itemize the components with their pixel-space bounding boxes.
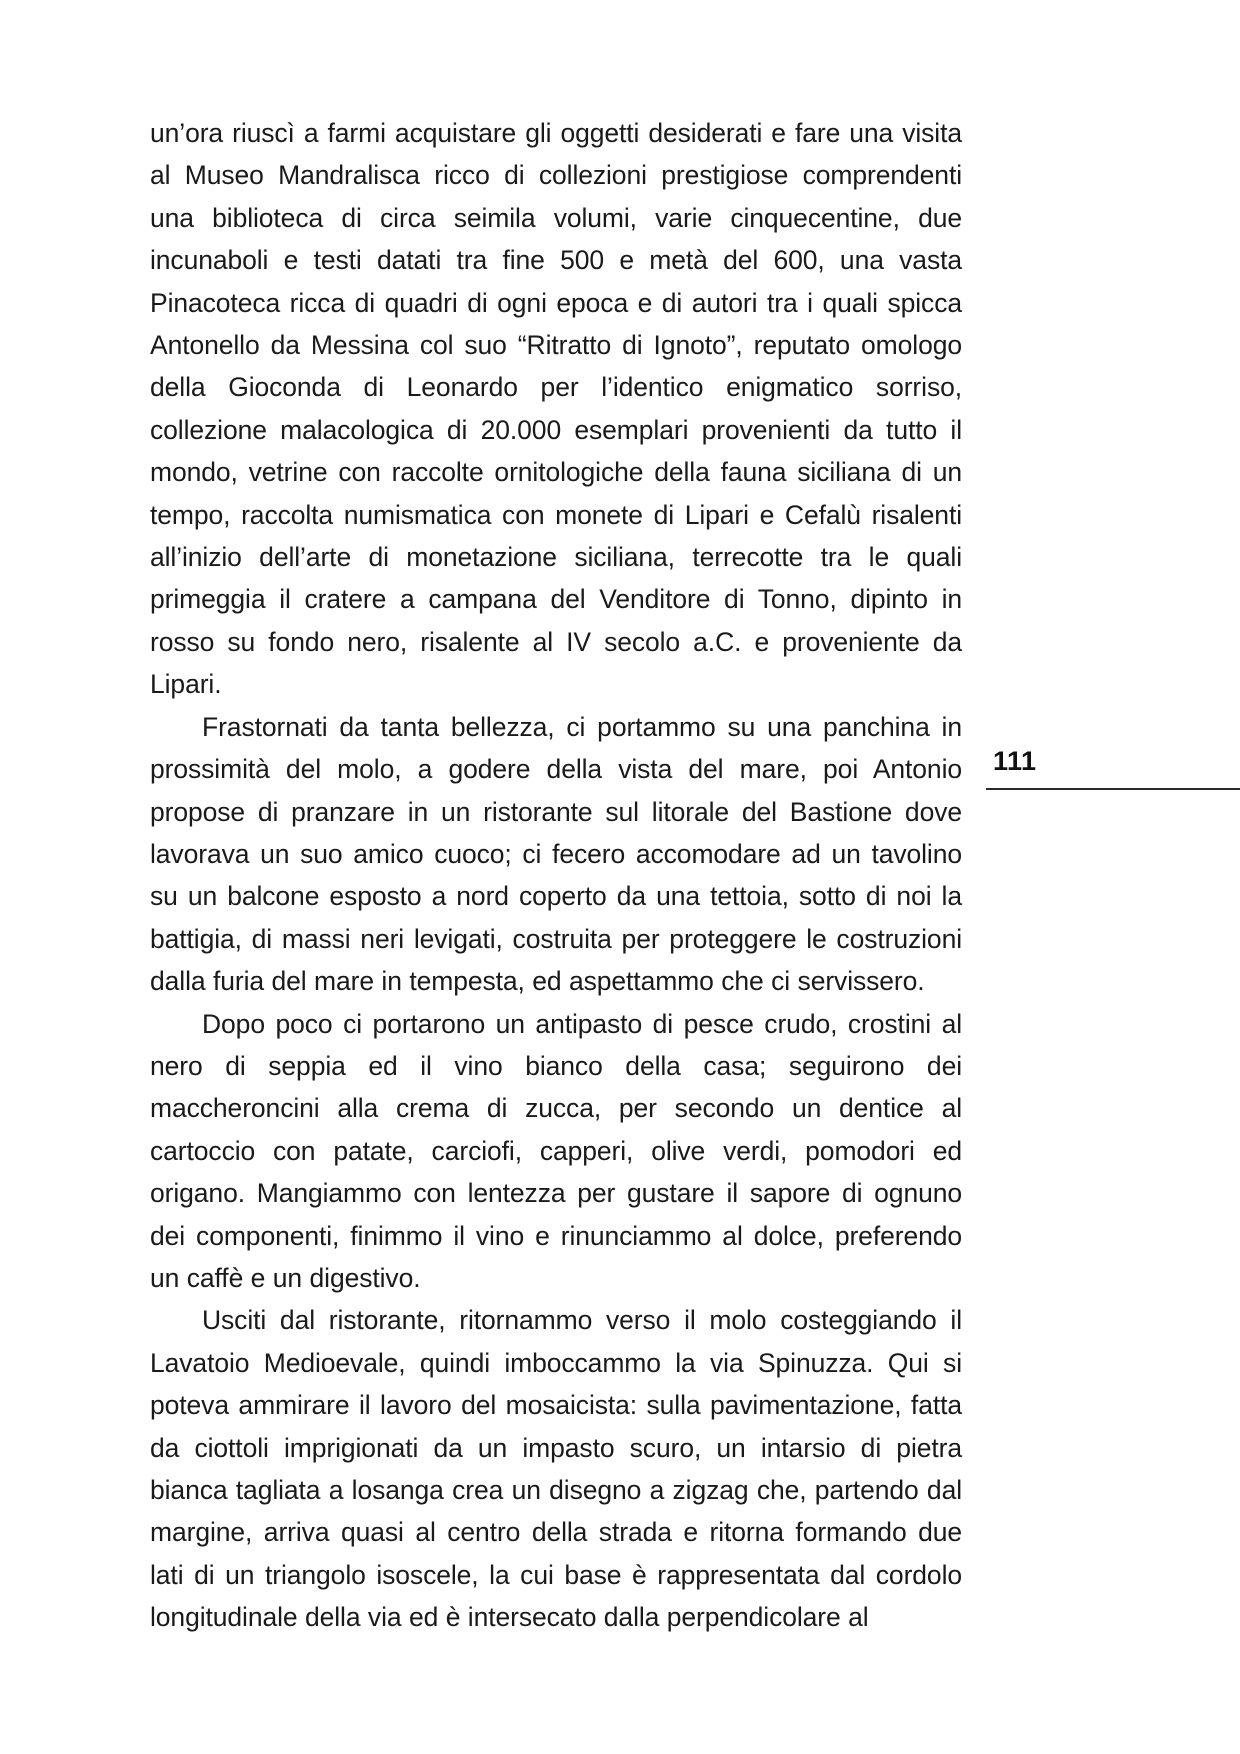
paragraph-4: Usciti dal ristorante, ritornammo verso il molo costeggiando il Lavatoio Medioevale, quindi imboccammo la via Spinuzza. Qui si poteva ammirare il lavoro del mosaicista: sulla pavimentazione, fatta da ciottoli imprigionati da un impasto scuro, un intarsio di pietra bianca tagliata a losanga crea un disegno a zigzag che, partendo dal margine, arriva quasi al centro della strada e ritorna formando due lati di un triangolo isoscele, la cui base è rappresentata dal cordolo longitudinale della via ed è intersecato dalla perpendicolare al xyxy=(150,1305,962,1633)
folio-block xyxy=(986,748,1240,790)
body-text-column xyxy=(150,112,962,1639)
page-number: 111 xyxy=(993,746,1037,776)
paragraph-2: Frastornati da tanta bellezza, ci portammo su una panchina in prossimità del molo, a godere della vista del mare, poi Antonio propose di pranzare in un ristorante sul litorale del Bastione dove lavorava un suo amico cuoco; ci fecero accomodare ad un tavolino su un balcone esposto a nord coperto da una tettoia, sotto di noi la battigia, di massi neri levigati, costruita per proteggere le costruzioni dalla furia del mare in tempesta, ed aspettammo che ci servissero. xyxy=(150,711,962,997)
paragraph-3: Dopo poco ci portarono un antipasto di pesce crudo, crostini al nero di seppia ed il vino bianco della casa; seguirono dei maccheroncini alla crema di zucca, per secondo un dentice al cartoccio con patate, carciofi, capperi, olive verdi, pomodori ed origano. Mangiammo con lentezza per gustare il sapore di ognuno dei componenti, finimmo il vino e rinunciammo al dolce, preferendo un caffè e un digestivo. xyxy=(150,1008,962,1293)
folio-rule xyxy=(986,788,1240,790)
paragraph-1: un’ora riuscì a farmi acquistare gli oggetti desiderati e fare una visita al Museo Mandralisca ricco di collezioni prestigiose comprendenti una biblioteca di circa seimila volumi, varie cinquecentine, due incunaboli e testi datati tra fine 500 e metà del 600, una vasta Pinacoteca ricca di quadri di ogni epoca e di autori tra i quali spicca Antonello da Messina col suo “Ritratto di Ignoto”, reputato omologo della Gioconda di Leonardo per l’identico enigmatico sorriso, collezione malacologica di 20.000 esemplari provenienti da tutto il mondo, vetrine con raccolte ornitologiche della fauna siciliana di un tempo, raccolta numismatica con monete di Lipari e Cefalù risalenti all’inizio dell’arte di monetazione siciliana, terrecotte tra le quali primeggia il cratere a campana del Venditore di Tonno, dipinto in rosso su fondo nero, risalente al IV secolo a.C. e proveniente da Lipari. xyxy=(150,118,962,700)
